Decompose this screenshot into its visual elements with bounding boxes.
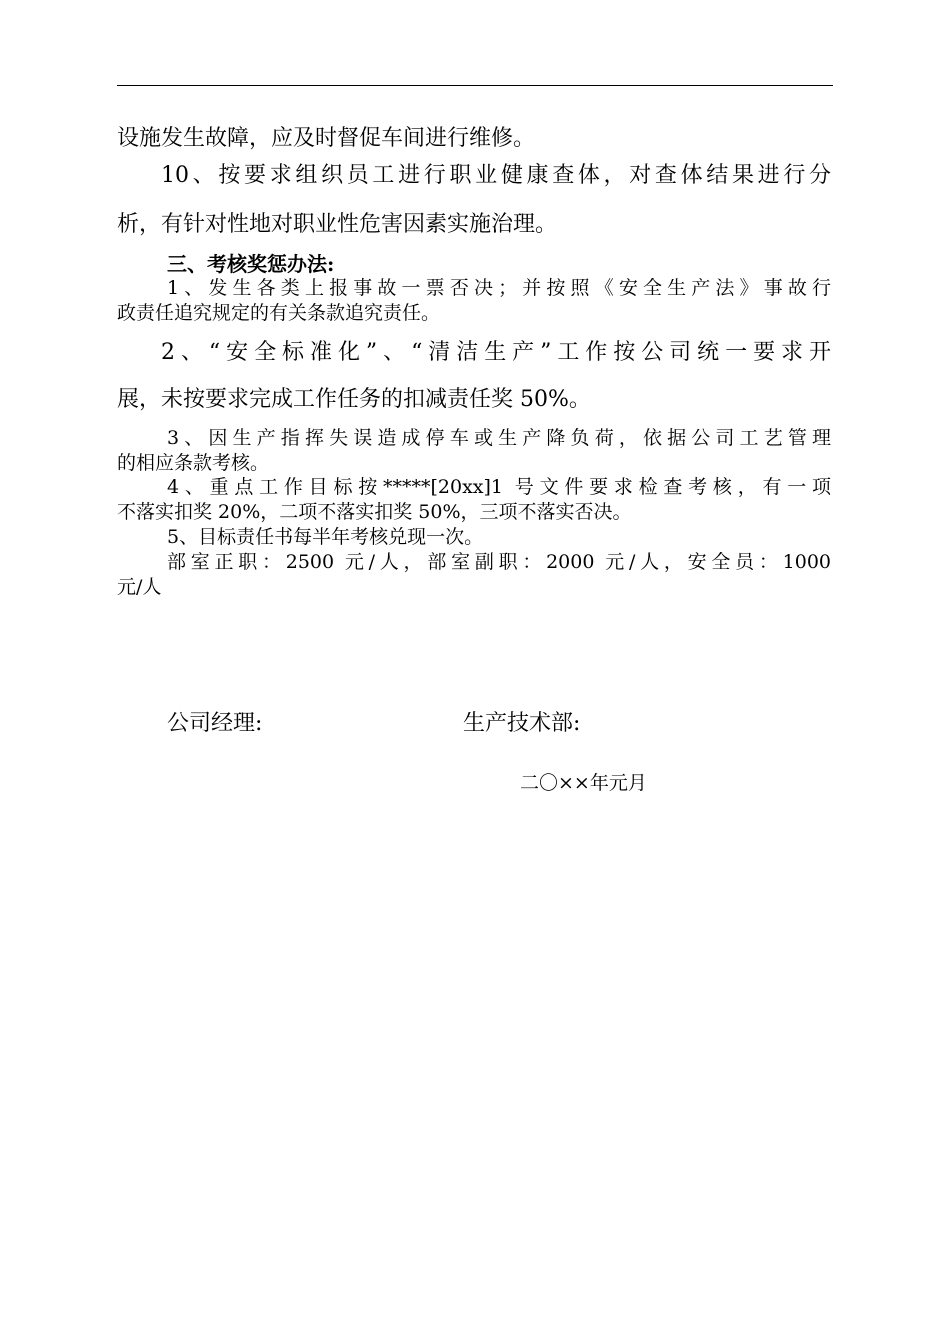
- paragraph-line: 的相应条款考核。: [117, 452, 270, 474]
- paragraph-line: 10、按要求组织员工进行职业健康查体，对查体结果进行分: [161, 163, 831, 188]
- paragraph-line: 析，有针对性地对职业性危害因素实施治理。: [117, 212, 558, 237]
- paragraph-line: 设施发生故障，应及时督促车间进行维修。: [117, 126, 536, 151]
- paragraph-line: 政责任追究规定的有关条款追究责任。: [117, 302, 441, 324]
- paragraph-line: 部室正职：2500 元/人，部室副职：2000 元/人，安全员：1000: [167, 551, 831, 573]
- dept-signature-label: 生产技术部:: [463, 711, 581, 736]
- paragraph-line: 4、重点工作目标按*****[20xx]1 号文件要求检查考核，有一项: [167, 476, 831, 498]
- paragraph-line: 3、因生产指挥失误造成停车或生产降负荷，依据公司工艺管理: [167, 427, 831, 449]
- paragraph-line: 5、目标责任书每半年考核兑现一次。: [167, 526, 484, 548]
- paragraph-line: 展，未按要求完成工作任务的扣减责任奖 50%。: [117, 387, 591, 412]
- paragraph-line: 1、发生各类上报事故一票否决；并按照《安全生产法》事故行: [167, 277, 831, 299]
- manager-signature-label: 公司经理:: [167, 711, 263, 736]
- document-date: 二〇××年元月: [520, 772, 647, 794]
- section-heading: 三、考核奖惩办法:: [167, 252, 335, 276]
- header-rule: [117, 85, 833, 86]
- paragraph-line: 不落实扣奖 20%，二项不落实扣奖 50%，三项不落实否决。: [117, 501, 632, 523]
- paragraph-line: 元/人: [117, 576, 162, 598]
- paragraph-line: 2、“安全标准化”、“清洁生产”工作按公司统一要求开: [161, 340, 831, 365]
